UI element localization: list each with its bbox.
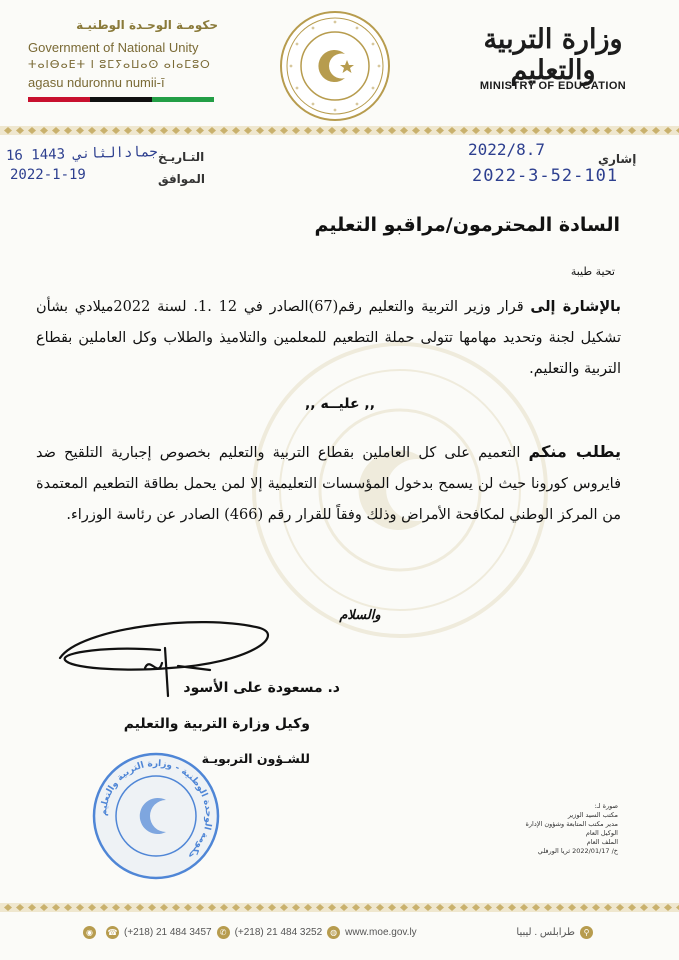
- phone-icon: ☎: [107, 927, 118, 937]
- government-name-english: Government of National Unity: [28, 40, 199, 55]
- stamp-ring-text: حكومة الوحدة الوطنية - وزارة التربية والتعليم: [98, 758, 214, 861]
- fax-icon: ✆: [217, 926, 230, 939]
- footer-phone-2: (+218) 21 484 3252: [234, 926, 323, 938]
- letter-paragraph-1: [36, 292, 621, 385]
- distribution-line-2: مكتب السيد الوزير: [567, 811, 618, 819]
- paragraph-2-lead: يطلب منكم: [528, 442, 621, 461]
- flag-color-bar: [28, 97, 214, 102]
- signatory-title: وكيل وزارة التربية والتعليم: [123, 716, 310, 732]
- closing-greeting: والسلام: [339, 608, 381, 623]
- government-name-amazigh: agasu ndurοnnu numii-ī: [28, 75, 165, 90]
- letter-paragraph-2: [36, 436, 621, 531]
- paragraph-1-lead: بالإشارة إلى: [530, 299, 621, 315]
- footer-phone-1: (+218) 21 484 3457: [124, 926, 212, 938]
- distribution-line-1: صورة لـ:: [594, 802, 618, 810]
- paragraph-2-text: التعميم على كل العاملين بقطاع التربية والتعليم بخصوص إجبارية التلقيح ضد فايروس كورونا حيث لن يسمح بدخول المؤسسات التعليمية إلا لمن يحمل بطاقة التطعيم المعتمدة من المركز الوطني لمكافحة الأمراض وذلك وفقاً للقرار رقم (466) الصادر عن رئاسة الوزراء.: [36, 445, 621, 523]
- distribution-line-5: الملف العام: [586, 838, 618, 846]
- distribution-line-4: الوكيل العام: [585, 829, 618, 837]
- government-name-arabic: حكومـة الوحـدة الوطنيـة: [76, 18, 218, 32]
- official-stamp-icon: [88, 752, 224, 880]
- letter-addressee: السادة المحترمون/مراقبو التعليم: [314, 214, 620, 236]
- footer-location: طرابلس . ليبيا: [516, 926, 575, 938]
- flag-green-stripe: [152, 97, 214, 102]
- signatory-department: للشـؤون التربويـة: [201, 751, 310, 766]
- reference-line1-handwritten: 2022/8.7: [468, 140, 546, 159]
- ministry-name-english: MINISTRY OF EDUCATION: [479, 80, 627, 92]
- footer-website[interactable]: www.moe.gov.ly: [345, 926, 417, 938]
- hijri-date-handwritten: 16 جمادالثاني 1443: [5, 144, 158, 164]
- decorative-border-top: [0, 126, 679, 135]
- date-label: التـاريـخ: [158, 150, 205, 164]
- government-name-tifinagh: ⵜⴰⵏⴱⴰⴹⵜ ⵏ ⵓⵎⵢⴰⵡⴰⵙ ⴰⵏⴰⵎⵓⵔ: [28, 58, 211, 71]
- flag-red-stripe: [28, 97, 90, 102]
- corresponding-label: الموافق: [158, 172, 205, 186]
- signatory-name: د. مسعودة على الأسود: [183, 680, 340, 696]
- letter-greeting: تحية طيبة: [570, 265, 615, 278]
- distribution-line-6: خ/ 2022/01/17 ثريا الورفلي: [537, 847, 618, 855]
- state-emblem-icon: [279, 10, 391, 122]
- globe-icon: ◍: [327, 926, 340, 939]
- decorative-border-bottom: [0, 903, 679, 912]
- therefore-heading: ,, عليــه ,,: [304, 396, 376, 412]
- distribution-line-3: مدير مكتب المتابعة وشؤون الإدارة: [525, 820, 618, 828]
- flag-black-stripe: [90, 97, 152, 102]
- location-pin-icon: ⚲: [580, 926, 593, 939]
- paragraph-1-text: قرار وزير التربية والتعليم رقم(67)الصادر في 12 .1. لسنة 2022ميلادي بشأن تشكيل لجنة وتحديد مهامها تتولى حملة التطعيم للمعلمين والتلاميذ والطلاب وكل العاملين بقطاع التربية والتعليم.: [36, 299, 621, 377]
- distribution-list: [448, 802, 618, 856]
- footer-contact-bar: [78, 922, 598, 942]
- whatsapp-icon: ◉: [83, 926, 96, 939]
- gregorian-date-handwritten: 2022-1-19: [10, 167, 86, 183]
- reference-line2-handwritten: 2022-3-52-101: [472, 166, 619, 186]
- reference-label: إشاري: [598, 152, 637, 166]
- ministry-name-arabic: وزارة التربية والتعليم: [483, 24, 623, 86]
